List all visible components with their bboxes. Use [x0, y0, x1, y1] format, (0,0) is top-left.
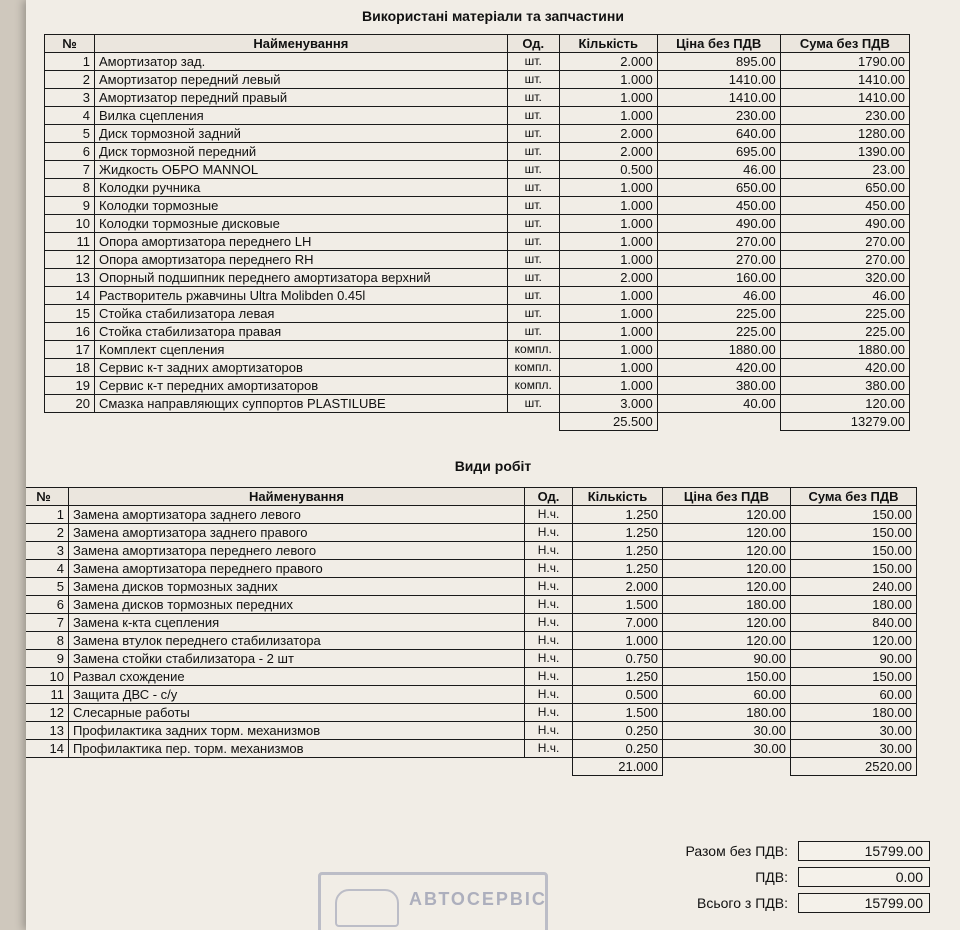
item-price: 895.00	[657, 53, 780, 71]
item-price: 230.00	[657, 107, 780, 125]
item-unit: шт.	[507, 53, 559, 71]
item-unit: Н.ч.	[525, 650, 573, 668]
header-price: Ціна без ПДВ	[657, 35, 780, 53]
stamp-text: АВТОСЕРВІС	[409, 889, 547, 909]
item-qty: 1.250	[573, 560, 663, 578]
invoice-page	[26, 0, 960, 930]
row-number: 20	[45, 395, 95, 413]
table-row	[45, 125, 910, 143]
item-name: Замена дисков тормозных передних	[69, 596, 525, 614]
summary-vat-row	[668, 864, 930, 890]
item-sum: 270.00	[780, 233, 909, 251]
item-name: Амортизатор передний левый	[95, 71, 508, 89]
item-qty: 7.000	[573, 614, 663, 632]
header-unit: Од.	[507, 35, 559, 53]
item-price: 120.00	[663, 542, 791, 560]
item-unit: Н.ч.	[525, 668, 573, 686]
empty-cell	[69, 758, 525, 776]
item-qty: 1.000	[559, 359, 657, 377]
item-qty: 2.000	[559, 53, 657, 71]
item-sum: 490.00	[780, 215, 909, 233]
item-name: Диск тормозной задний	[95, 125, 508, 143]
item-sum: 23.00	[780, 161, 909, 179]
vat-value: 0.00	[798, 867, 930, 887]
row-number: 9	[26, 650, 69, 668]
total-value: 15799.00	[798, 893, 930, 913]
item-unit: Н.ч.	[525, 722, 573, 740]
materials-title: Використані матеріали та запчастини	[362, 8, 624, 24]
item-unit: шт.	[507, 161, 559, 179]
row-number: 16	[45, 323, 95, 341]
item-price: 160.00	[657, 269, 780, 287]
item-qty: 1.000	[559, 215, 657, 233]
empty-cell	[525, 758, 573, 776]
item-price: 120.00	[663, 524, 791, 542]
item-sum: 1410.00	[780, 89, 909, 107]
item-sum: 180.00	[791, 704, 917, 722]
row-number: 1	[45, 53, 95, 71]
item-unit: Н.ч.	[525, 578, 573, 596]
row-number: 14	[26, 740, 69, 758]
table-row	[26, 614, 917, 632]
item-price: 640.00	[657, 125, 780, 143]
row-number: 13	[26, 722, 69, 740]
materials-table	[44, 34, 910, 431]
total-sum: 13279.00	[780, 413, 909, 431]
table-row	[26, 596, 917, 614]
row-number: 5	[26, 578, 69, 596]
item-price: 46.00	[657, 287, 780, 305]
row-number: 3	[26, 542, 69, 560]
table-row	[26, 722, 917, 740]
item-sum: 46.00	[780, 287, 909, 305]
item-unit: компл.	[507, 359, 559, 377]
item-name: Растворитель ржавчины Ultra Molibden 0.45l	[95, 287, 508, 305]
item-price: 46.00	[657, 161, 780, 179]
table-row	[45, 143, 910, 161]
item-qty: 1.000	[559, 305, 657, 323]
item-price: 60.00	[663, 686, 791, 704]
empty-cell	[657, 413, 780, 431]
table-row	[26, 740, 917, 758]
row-number: 6	[26, 596, 69, 614]
item-sum: 650.00	[780, 179, 909, 197]
item-qty: 2.000	[559, 143, 657, 161]
header-price: Ціна без ПДВ	[663, 488, 791, 506]
table-row	[45, 233, 910, 251]
item-sum: 320.00	[780, 269, 909, 287]
item-qty: 1.250	[573, 506, 663, 524]
summary-total-row	[668, 890, 930, 916]
net-label: Разом без ПДВ:	[685, 843, 788, 859]
item-qty: 1.000	[559, 341, 657, 359]
row-number: 11	[26, 686, 69, 704]
item-qty: 2.000	[559, 269, 657, 287]
item-sum: 60.00	[791, 686, 917, 704]
invoice-summary	[668, 838, 930, 916]
item-sum: 150.00	[791, 560, 917, 578]
item-price: 120.00	[663, 578, 791, 596]
item-sum: 150.00	[791, 524, 917, 542]
table-row	[26, 632, 917, 650]
item-qty: 0.250	[573, 722, 663, 740]
row-number: 1	[26, 506, 69, 524]
item-name: Стойка стабилизатора правая	[95, 323, 508, 341]
item-name: Жидкость ОБРО MANNOL	[95, 161, 508, 179]
item-unit: шт.	[507, 269, 559, 287]
row-number: 8	[45, 179, 95, 197]
totals-row	[45, 413, 910, 431]
row-number: 6	[45, 143, 95, 161]
item-qty: 1.250	[573, 542, 663, 560]
car-logo-icon	[335, 889, 399, 927]
total-qty: 25.500	[559, 413, 657, 431]
works-title: Види робіт	[454, 458, 532, 474]
row-number: 2	[26, 524, 69, 542]
item-qty: 1.250	[573, 524, 663, 542]
item-price: 40.00	[657, 395, 780, 413]
item-price: 90.00	[663, 650, 791, 668]
item-name: Колодки тормозные	[95, 197, 508, 215]
item-sum: 120.00	[791, 632, 917, 650]
item-unit: Н.ч.	[525, 542, 573, 560]
item-name: Замена стойки стабилизатора - 2 шт	[69, 650, 525, 668]
item-price: 270.00	[657, 233, 780, 251]
item-unit: Н.ч.	[525, 740, 573, 758]
item-price: 1880.00	[657, 341, 780, 359]
empty-cell	[26, 758, 69, 776]
header-qty: Кількість	[559, 35, 657, 53]
item-qty: 1.000	[559, 179, 657, 197]
item-unit: шт.	[507, 143, 559, 161]
table-row	[45, 251, 910, 269]
item-name: Смазка направляющих суппортов PLASTILUBE	[95, 395, 508, 413]
row-number: 5	[45, 125, 95, 143]
table-row	[45, 287, 910, 305]
item-price: 30.00	[663, 740, 791, 758]
item-price: 225.00	[657, 323, 780, 341]
total-label: Всього з ПДВ:	[697, 895, 788, 911]
materials-header-row	[45, 35, 910, 53]
table-row	[45, 197, 910, 215]
item-unit: шт.	[507, 233, 559, 251]
item-qty: 1.000	[559, 251, 657, 269]
empty-cell	[507, 413, 559, 431]
item-sum: 225.00	[780, 305, 909, 323]
item-price: 1410.00	[657, 71, 780, 89]
item-price: 120.00	[663, 560, 791, 578]
row-number: 8	[26, 632, 69, 650]
item-qty: 1.000	[559, 287, 657, 305]
item-name: Профилактика пер. торм. механизмов	[69, 740, 525, 758]
item-sum: 30.00	[791, 722, 917, 740]
item-sum: 1790.00	[780, 53, 909, 71]
table-row	[45, 89, 910, 107]
item-price: 1410.00	[657, 89, 780, 107]
totals-row	[26, 758, 917, 776]
item-qty: 1.000	[559, 233, 657, 251]
item-price: 650.00	[657, 179, 780, 197]
item-price: 450.00	[657, 197, 780, 215]
item-unit: шт.	[507, 71, 559, 89]
table-row	[26, 524, 917, 542]
net-value: 15799.00	[798, 841, 930, 861]
table-row	[45, 395, 910, 413]
item-unit: Н.ч.	[525, 524, 573, 542]
item-name: Опорный подшипник переднего амортизатора верхний	[95, 269, 508, 287]
table-row	[45, 359, 910, 377]
item-unit: шт.	[507, 125, 559, 143]
works-header-row	[26, 488, 917, 506]
table-row	[26, 668, 917, 686]
item-sum: 380.00	[780, 377, 909, 395]
item-name: Замена амортизатора заднего левого	[69, 506, 525, 524]
item-price: 225.00	[657, 305, 780, 323]
table-row	[26, 686, 917, 704]
table-row	[45, 269, 910, 287]
table-row	[45, 107, 910, 125]
item-price: 150.00	[663, 668, 791, 686]
item-price: 490.00	[657, 215, 780, 233]
total-qty: 21.000	[573, 758, 663, 776]
table-row	[45, 53, 910, 71]
item-name: Замена втулок переднего стабилизатора	[69, 632, 525, 650]
item-price: 180.00	[663, 704, 791, 722]
row-number: 11	[45, 233, 95, 251]
header-name: Найменування	[69, 488, 525, 506]
header-no: №	[45, 35, 95, 53]
item-unit: Н.ч.	[525, 632, 573, 650]
item-qty: 1.000	[559, 197, 657, 215]
item-price: 420.00	[657, 359, 780, 377]
table-row	[26, 506, 917, 524]
item-price: 180.00	[663, 596, 791, 614]
row-number: 4	[45, 107, 95, 125]
empty-cell	[663, 758, 791, 776]
item-unit: компл.	[507, 341, 559, 359]
item-unit: шт.	[507, 215, 559, 233]
header-unit: Од.	[525, 488, 573, 506]
item-sum: 150.00	[791, 668, 917, 686]
table-row	[45, 323, 910, 341]
summary-net-row	[668, 838, 930, 864]
item-unit: шт.	[507, 179, 559, 197]
item-sum: 225.00	[780, 323, 909, 341]
item-name: Комплект сцепления	[95, 341, 508, 359]
item-name: Защита ДВС - с/у	[69, 686, 525, 704]
item-qty: 3.000	[559, 395, 657, 413]
item-sum: 420.00	[780, 359, 909, 377]
item-sum: 270.00	[780, 251, 909, 269]
item-name: Вилка сцепления	[95, 107, 508, 125]
table-row	[45, 215, 910, 233]
item-name: Развал схождение	[69, 668, 525, 686]
item-sum: 450.00	[780, 197, 909, 215]
row-number: 12	[26, 704, 69, 722]
item-name: Амортизатор зад.	[95, 53, 508, 71]
table-row	[45, 71, 910, 89]
row-number: 17	[45, 341, 95, 359]
item-unit: шт.	[507, 323, 559, 341]
row-number: 18	[45, 359, 95, 377]
row-number: 9	[45, 197, 95, 215]
item-unit: компл.	[507, 377, 559, 395]
item-sum: 230.00	[780, 107, 909, 125]
item-unit: шт.	[507, 89, 559, 107]
item-unit: Н.ч.	[525, 560, 573, 578]
item-name: Слесарные работы	[69, 704, 525, 722]
item-sum: 30.00	[791, 740, 917, 758]
item-sum: 1410.00	[780, 71, 909, 89]
table-row	[45, 305, 910, 323]
table-row	[26, 578, 917, 596]
table-row	[45, 161, 910, 179]
item-sum: 150.00	[791, 542, 917, 560]
table-row	[26, 650, 917, 668]
table-row	[26, 560, 917, 578]
item-unit: Н.ч.	[525, 614, 573, 632]
company-stamp	[318, 872, 548, 930]
table-row	[45, 341, 910, 359]
item-qty: 0.250	[573, 740, 663, 758]
item-price: 120.00	[663, 506, 791, 524]
vat-label: ПДВ:	[755, 869, 788, 885]
item-sum: 1280.00	[780, 125, 909, 143]
item-unit: Н.ч.	[525, 686, 573, 704]
item-qty: 1.000	[573, 632, 663, 650]
item-name: Замена амортизатора переднего правого	[69, 560, 525, 578]
item-sum: 1880.00	[780, 341, 909, 359]
item-price: 120.00	[663, 632, 791, 650]
item-sum: 840.00	[791, 614, 917, 632]
item-qty: 1.250	[573, 668, 663, 686]
item-qty: 1.500	[573, 596, 663, 614]
table-row	[45, 377, 910, 395]
item-unit: шт.	[507, 251, 559, 269]
item-name: Опора амортизатора переднего LH	[95, 233, 508, 251]
item-name: Колодки ручника	[95, 179, 508, 197]
row-number: 10	[26, 668, 69, 686]
item-qty: 2.000	[573, 578, 663, 596]
row-number: 10	[45, 215, 95, 233]
item-price: 30.00	[663, 722, 791, 740]
item-name: Амортизатор передний правый	[95, 89, 508, 107]
item-qty: 1.000	[559, 89, 657, 107]
item-price: 270.00	[657, 251, 780, 269]
item-unit: шт.	[507, 287, 559, 305]
item-unit: шт.	[507, 197, 559, 215]
table-row	[26, 542, 917, 560]
item-price: 120.00	[663, 614, 791, 632]
item-unit: Н.ч.	[525, 506, 573, 524]
item-name: Замена к-кта сцепления	[69, 614, 525, 632]
item-unit: Н.ч.	[525, 704, 573, 722]
item-price: 695.00	[657, 143, 780, 161]
item-sum: 120.00	[780, 395, 909, 413]
row-number: 4	[26, 560, 69, 578]
item-price: 380.00	[657, 377, 780, 395]
empty-cell	[45, 413, 95, 431]
item-qty: 0.500	[573, 686, 663, 704]
item-name: Замена дисков тормозных задних	[69, 578, 525, 596]
row-number: 3	[45, 89, 95, 107]
item-name: Стойка стабилизатора левая	[95, 305, 508, 323]
item-name: Замена амортизатора переднего левого	[69, 542, 525, 560]
header-sum: Сума без ПДВ	[780, 35, 909, 53]
header-qty: Кількість	[573, 488, 663, 506]
item-name: Замена амортизатора заднего правого	[69, 524, 525, 542]
row-number: 14	[45, 287, 95, 305]
row-number: 7	[45, 161, 95, 179]
item-unit: шт.	[507, 305, 559, 323]
item-name: Профилактика задних торм. механизмов	[69, 722, 525, 740]
table-row	[45, 179, 910, 197]
item-qty: 1.000	[559, 377, 657, 395]
header-no: №	[26, 488, 69, 506]
row-number: 7	[26, 614, 69, 632]
item-qty: 0.500	[559, 161, 657, 179]
item-name: Сервис к-т передних амортизаторов	[95, 377, 508, 395]
item-sum: 150.00	[791, 506, 917, 524]
row-number: 2	[45, 71, 95, 89]
item-qty: 0.750	[573, 650, 663, 668]
item-qty: 1.000	[559, 71, 657, 89]
empty-cell	[95, 413, 508, 431]
item-qty: 1.000	[559, 323, 657, 341]
item-sum: 180.00	[791, 596, 917, 614]
item-unit: шт.	[507, 395, 559, 413]
row-number: 15	[45, 305, 95, 323]
item-sum: 240.00	[791, 578, 917, 596]
item-unit: Н.ч.	[525, 596, 573, 614]
table-row	[26, 704, 917, 722]
item-qty: 2.000	[559, 125, 657, 143]
header-sum: Сума без ПДВ	[791, 488, 917, 506]
item-name: Колодки тормозные дисковые	[95, 215, 508, 233]
item-name: Опора амортизатора переднего RH	[95, 251, 508, 269]
works-table	[26, 487, 917, 776]
total-sum: 2520.00	[791, 758, 917, 776]
item-sum: 90.00	[791, 650, 917, 668]
row-number: 19	[45, 377, 95, 395]
row-number: 12	[45, 251, 95, 269]
item-sum: 1390.00	[780, 143, 909, 161]
row-number: 13	[45, 269, 95, 287]
item-qty: 1.500	[573, 704, 663, 722]
item-qty: 1.000	[559, 107, 657, 125]
item-name: Сервис к-т задних амортизаторов	[95, 359, 508, 377]
item-name: Диск тормозной передний	[95, 143, 508, 161]
header-name: Найменування	[95, 35, 508, 53]
item-unit: шт.	[507, 107, 559, 125]
